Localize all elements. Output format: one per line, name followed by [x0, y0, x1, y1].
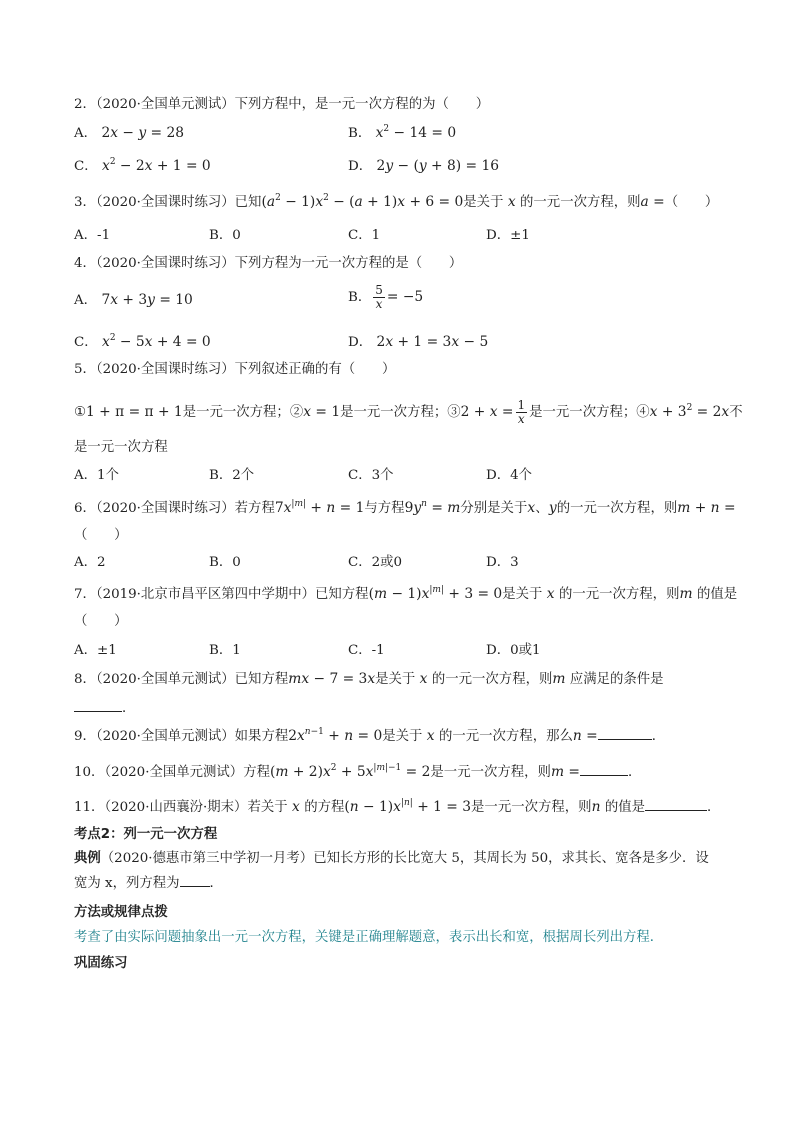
q4-option-a: A． 7x + 3y = 10	[74, 292, 193, 308]
q3-option-b: B．0	[209, 228, 241, 243]
q2-option-c: C． $x^2 - 2x + 1 = 0$	[74, 157, 211, 174]
question-9-stem: 9．（2020·全国单元测试）如果方程$2x^{n-1} + n = 0$是关于 x 的一元一次方程，那么n = ．	[74, 727, 666, 744]
q3-option-a: A．-1	[74, 228, 111, 243]
q2-option-b: B． $x^2 - 14 = 0$	[348, 124, 457, 141]
question-6-stem: 6．（2020·全国课时练习）若方程$7x^{|m|} + n = 1$与方程$9y^n = m$分别是关于x、y的一元一次方程，则m + n =	[74, 499, 736, 516]
q5-option-d: D．4个	[486, 468, 533, 483]
question-5-items: ①1 + π = π + 1是一元一次方程；②x = 1是一元一次方程；③2 + x = $\frac{1}{x}$ 是一元一次方程；④x + $3^2 = 2x$不	[74, 398, 743, 426]
q5-option-a: A．1个	[74, 468, 119, 483]
example-line-2: 宽为 x，列方程为 ．	[74, 876, 223, 891]
answer-blank[interactable]	[598, 727, 652, 740]
q2-option-a: A． 2x − y = 28	[74, 125, 185, 141]
answer-blank[interactable]	[74, 699, 122, 712]
q7-option-a: A．±1	[74, 643, 117, 658]
q5-option-c: C．3个	[348, 468, 394, 483]
question-7-line2: （ ）	[74, 614, 128, 629]
q6-option-c: C．2或0	[348, 555, 403, 570]
question-7-stem: 7．（2019·北京市昌平区第四中学期中）已知方程$(m - 1)x^{|m|} + 3 = 0$是关于 x 的一元一次方程，则m 的值是	[74, 585, 738, 602]
q6-option-d: D．3	[486, 555, 519, 570]
q7-option-d: D．0或1	[486, 643, 541, 658]
question-11-stem: 11．（2020·山西襄汾·期末）若关于 x 的方程$(n - 1)x^{|n|} + 1 = 3$是一元一次方程，则n 的值是 ．	[74, 798, 721, 815]
q4-option-b: B． $\frac{5}{x}$ = −5	[348, 283, 424, 311]
question-4-stem: 4．（2020·全国课时练习）下列方程为一元一次方程的是（ ）	[74, 256, 463, 271]
question-2-stem: 2．（2020·全国单元测试）下列方程中，是一元一次方程的为（ ）	[74, 97, 490, 112]
question-5-stem: 5．（2020·全国课时练习）下列叙述正确的有（ ）	[74, 362, 396, 377]
q5-option-b: B．2个	[209, 468, 255, 483]
q7-option-c: C．-1	[348, 643, 385, 658]
q4-option-d: D． 2x + 1 = 3x − 5	[348, 334, 489, 350]
q6-option-b: B．0	[209, 555, 241, 570]
q4-option-c: C． $x^2 - 5x + 4 = 0$	[74, 333, 211, 350]
question-5-line2: 是一元一次方程	[74, 440, 168, 455]
method-title: 方法或规律点拨	[74, 905, 168, 920]
answer-blank[interactable]	[180, 874, 210, 887]
q2-option-d: D． 2y − (y + 8) = 16	[348, 158, 500, 174]
q7-option-b: B．1	[209, 643, 241, 658]
question-10-stem: 10．（2020·全国单元测试）方程$(m + 2)x^2 + 5x^{|m|-1} = 2$是一元一次方程，则m = ．	[74, 763, 642, 780]
method-text: 考查了由实际问题抽象出一元一次方程，关键是正确理解题意，表示出长和宽，根据周长列出方程．	[74, 930, 664, 945]
q6-option-a: A．2	[74, 555, 106, 570]
question-8-line2: ．	[74, 699, 135, 718]
answer-blank[interactable]	[580, 763, 628, 776]
answer-blank[interactable]	[645, 798, 707, 811]
q3-option-c: C．1	[348, 228, 381, 243]
question-8-stem: 8．（2020·全国单元测试）已知方程mx − 7 = 3x是关于 x 的一元一次方程，则m 应满足的条件是	[74, 671, 664, 687]
section-title: 考点2：列一元一次方程	[74, 827, 218, 842]
example-line-1: 典例（2020·德惠市第三中学初一月考）已知长方形的长比宽大 5，其周长为 50，求其长、宽各是多少．设	[74, 851, 709, 866]
question-6-line2: （ ）	[74, 528, 128, 543]
practice-title: 巩固练习	[74, 956, 128, 971]
question-3-stem: 3．（2020·全国课时练习）已知$(a^2 - 1)x^2 - (a + 1)x + 6 = 0$是关于 x 的一元一次方程，则a =（ ）	[74, 193, 719, 210]
q3-option-d: D．±1	[486, 228, 530, 243]
